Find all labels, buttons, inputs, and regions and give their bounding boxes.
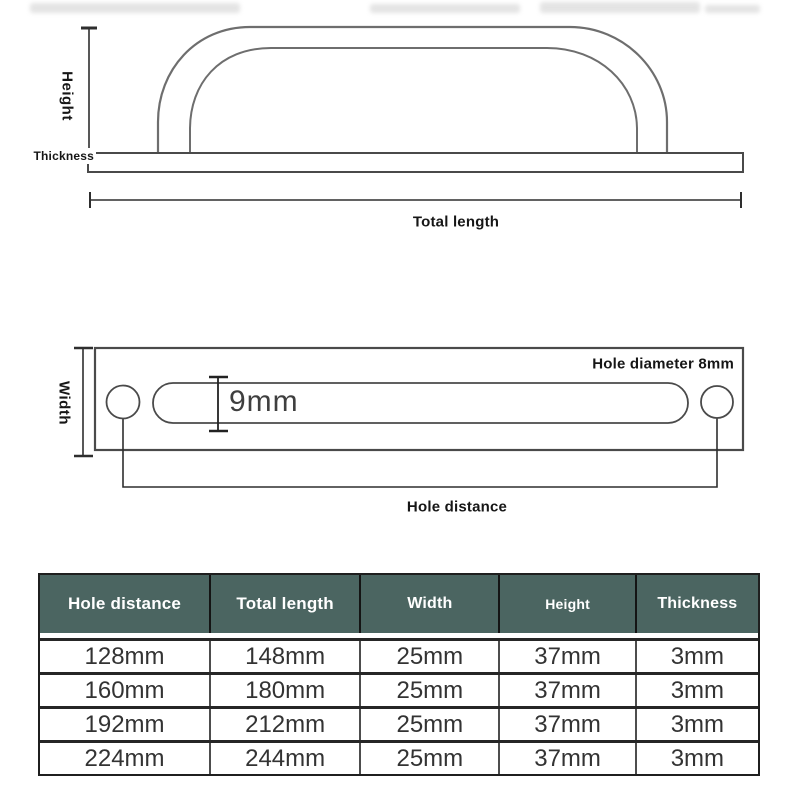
cell-hole-distance: 160mm xyxy=(40,675,211,706)
cell-thickness: 3mm xyxy=(670,642,725,670)
height-label: Height xyxy=(58,71,76,121)
thickness-label: Thickness xyxy=(33,149,94,163)
table-row xyxy=(40,672,758,706)
cell-height: 37mm xyxy=(500,709,636,740)
cell-width: 25mm xyxy=(361,709,500,740)
handle-outer-curve xyxy=(158,27,667,153)
size-spec-table xyxy=(38,573,760,776)
hole-diameter-label: Hole diameter 8mm xyxy=(592,355,734,373)
header-height: Height xyxy=(500,575,636,633)
header-width: Width xyxy=(361,575,500,633)
cell-total-length: 212mm xyxy=(211,709,361,740)
width-label: Width xyxy=(55,380,73,426)
cell-thickness: 3mm xyxy=(670,710,725,738)
table-header-row xyxy=(40,575,758,633)
slot-width-value: 9mm xyxy=(229,385,299,418)
total-length-label: Total length xyxy=(412,213,500,231)
cell-thickness: 3mm xyxy=(670,744,725,772)
cell-width: 25mm xyxy=(361,743,500,774)
base-plate-side xyxy=(88,153,743,172)
header-thickness: Thickness xyxy=(657,595,738,612)
table-row xyxy=(40,638,758,672)
cell-total-length: 244mm xyxy=(211,743,361,774)
handle-side-view-drawing xyxy=(81,27,743,208)
cell-thickness: 3mm xyxy=(670,676,725,704)
hole-distance-label: Hole distance xyxy=(406,498,508,516)
cell-total-length: 180mm xyxy=(211,675,361,706)
handle-inner-curve xyxy=(190,48,637,153)
table-row xyxy=(40,740,758,774)
cell-hole-distance: 192mm xyxy=(40,709,211,740)
cell-height: 37mm xyxy=(500,675,636,706)
header-total-length: Total length xyxy=(211,575,361,633)
cell-width: 25mm xyxy=(361,675,500,706)
cell-width: 25mm xyxy=(361,641,500,672)
table-row xyxy=(40,706,758,740)
right-screw-hole xyxy=(701,386,733,418)
cell-hole-distance: 224mm xyxy=(40,743,211,774)
cell-height: 37mm xyxy=(500,743,636,774)
header-hole-distance: Hole distance xyxy=(40,575,211,633)
left-screw-hole xyxy=(107,386,140,419)
cell-hole-distance: 128mm xyxy=(40,641,211,672)
cell-height: 37mm xyxy=(500,641,636,672)
cell-total-length: 148mm xyxy=(211,641,361,672)
